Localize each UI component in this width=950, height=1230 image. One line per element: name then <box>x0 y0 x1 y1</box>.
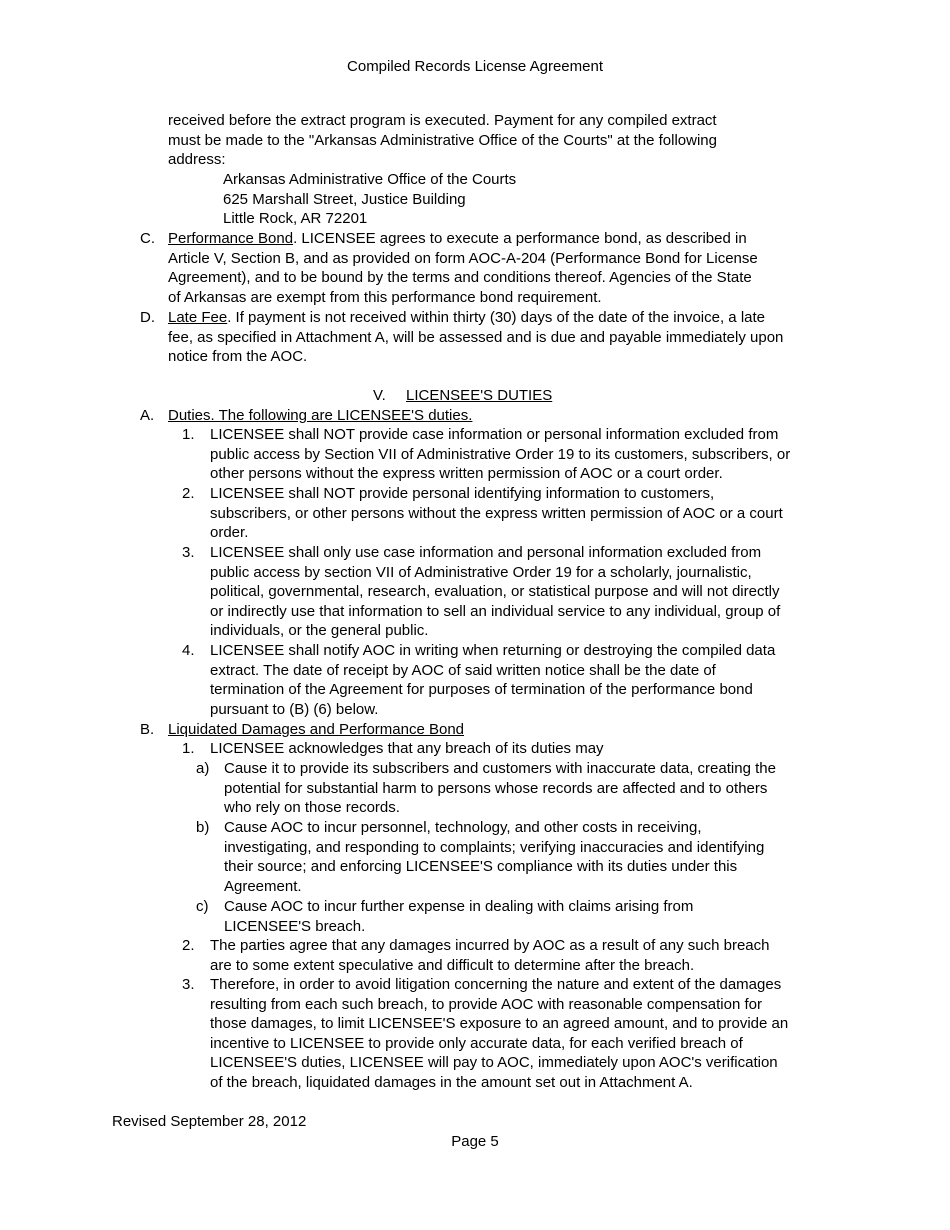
item-c-line: of Arkansas are exempt from this performance bond requirement. <box>168 288 602 306</box>
duty-number: 3. <box>182 544 195 561</box>
item-c-line: Article V, Section B, and as provided on form AOC-A-204 (Performance Bond for License <box>168 249 758 267</box>
item-c-performance-bond <box>168 229 758 307</box>
clause-item: The parties agree that any damages incurred by AOC as a result of any such breach are to some extent speculative and difficult to determine after the breach. <box>210 937 770 974</box>
clause-text: LICENSEE acknowledges that any breach of its duties may <box>210 740 604 757</box>
item-d-text: . If payment is not received within thirty (30) days of the date of the invoice, a late <box>227 309 765 326</box>
item-d-line: fee, as specified in Attachment A, will be assessed and is due and payable immediately upon <box>168 328 784 346</box>
item-c-heading: Performance Bond <box>168 230 294 247</box>
duty-number: 2. <box>182 485 195 502</box>
subclause-letter: a) <box>196 760 210 777</box>
clause-number: 2. <box>182 937 195 954</box>
duty-item: LICENSEE shall NOT provide case information or personal information excluded from public access by Section VII of Administrative Order 19 to its customers, subscribers, or other persons without the express written permission of AOC or a court order. <box>210 426 791 483</box>
clause-number: 1. <box>182 740 195 757</box>
section-number: V. <box>373 387 386 404</box>
duty-item: LICENSEE shall only use case information and personal information excluded from public access by section VII of Administrative Order 19 for a scholarly, journalistic, political, governmental, research, evaluation, or statistical purpose and will not directly or indirectly use that information to sell an individual service to any individual, group of individuals, or the general public. <box>210 544 781 640</box>
page-number: Page 5 <box>451 1133 499 1150</box>
section-a-label: A. <box>140 407 155 424</box>
item-d-heading: Late Fee <box>168 309 228 326</box>
section-b-label: B. <box>140 721 155 738</box>
item-d-line: notice from the AOC. <box>168 348 308 366</box>
item-d-late-fee <box>168 308 783 367</box>
section-b-heading: Liquidated Damages and Performance Bond <box>168 721 465 738</box>
item-c-line: Agreement), and to be bound by the terms and conditions thereof. Agencies of the State <box>168 269 752 287</box>
revision-date: Revised September 28, 2012 <box>112 1113 307 1130</box>
subclause-letter: b) <box>196 819 210 836</box>
subclause-item: Cause AOC to incur further expense in dealing with claims arising from LICENSEE'S breach. <box>224 898 694 935</box>
subclause-item: Cause it to provide its subscribers and customers with inaccurate data, creating the potential for substantial harm to persons whose records are affected and to others who rely on those records. <box>224 760 776 817</box>
section-title: LICENSEE'S DUTIES <box>406 387 553 404</box>
address-line: 625 Marshall Street, Justice Building <box>223 190 466 208</box>
intro-line: received before the extract program is executed. Payment for any compiled extract <box>168 112 717 129</box>
item-d-label: D. <box>140 309 155 326</box>
address-line: Arkansas Administrative Office of the Courts <box>223 171 517 188</box>
subclause-item: Cause AOC to incur personnel, technology, and other costs in receiving, investigating, and responding to complaints; verifying inaccuracies and identifying their source; and enforcing LICENSEE'S compliance with its duties under this Agreement. <box>224 819 765 895</box>
payment-address <box>223 170 516 229</box>
duty-item: LICENSEE shall NOT provide personal identifying information to customers, subscribers, or other persons without the express written permission of AOC or a court order. <box>210 485 783 542</box>
intro-line: must be made to the "Arkansas Administrative Office of the Courts" at the following <box>168 131 717 149</box>
duty-number: 1. <box>182 426 195 443</box>
intro-line: address: <box>168 151 226 169</box>
intro-paragraph <box>168 111 717 170</box>
clause-number: 3. <box>182 976 195 993</box>
item-c-label: C. <box>140 230 155 247</box>
subclause-letter: c) <box>196 898 209 915</box>
duty-number: 4. <box>182 642 195 659</box>
page-header: Compiled Records License Agreement <box>347 58 603 75</box>
clause-item: Therefore, in order to avoid litigation concerning the nature and extent of the damages resulting from each such breach, to provide AOC with reasonable compensation for those damages, to limit LICENSEE'S exposure to an agreed amount, and to provide an incentive to LICENSEE to provide only accurate data, for each verified breach of LICENSEE'S duties, LICENSEE will pay to AOC, immediately upon AOC's verification of the breach, liquidated damages in the amount set out in Attachment A. <box>210 976 789 1091</box>
item-c-text: . LICENSEE agrees to execute a performance bond, as described in <box>293 230 747 247</box>
duty-item: LICENSEE shall notify AOC in writing when returning or destroying the compiled data extract. The date of receipt by AOC of said written notice shall be the date of termination of the Agreement for purposes of termination of the performance bond pursuant to (B) (6) below. <box>210 642 776 718</box>
section-a-heading: Duties. The following are LICENSEE'S duties. <box>168 407 473 424</box>
address-line: Little Rock, AR 72201 <box>223 210 368 228</box>
